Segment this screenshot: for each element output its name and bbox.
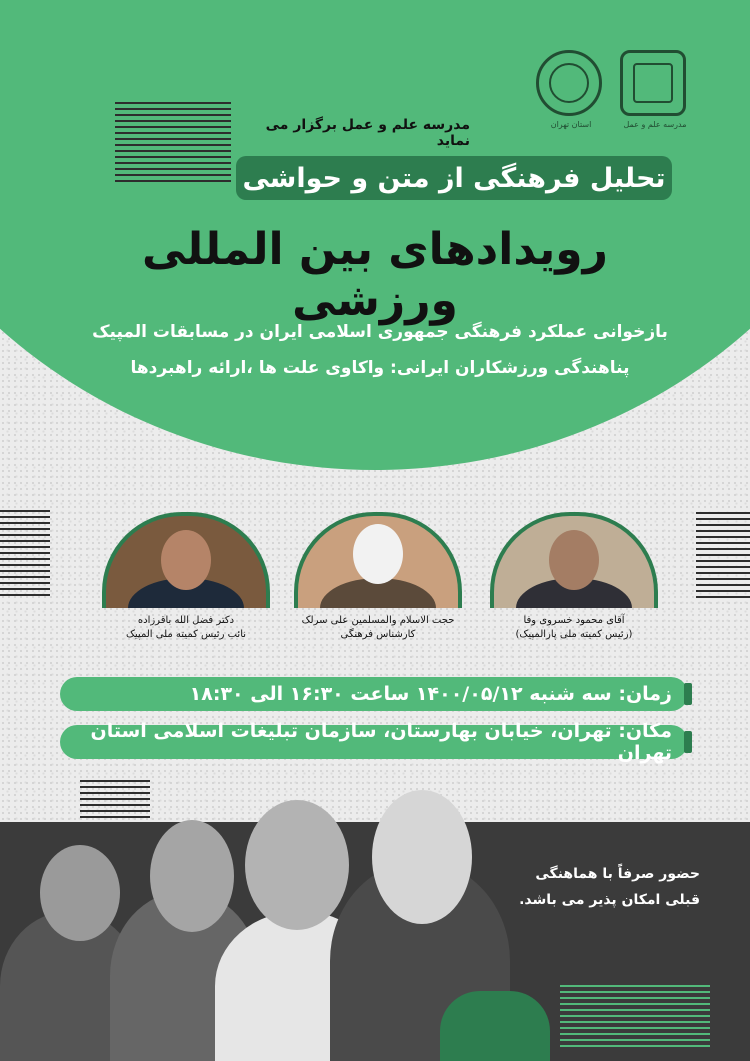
time-bar xyxy=(60,677,688,711)
left-logo-caption: استان تهران xyxy=(550,120,592,129)
bar-marker xyxy=(684,731,692,753)
place-text: مکان: تهران، خیابان بهارستان، سازمان تبلیغات اسلامی استان تهران xyxy=(90,720,672,764)
athlete-face xyxy=(372,790,472,924)
speaker-role: کارشناس فرهنگی xyxy=(340,629,416,640)
time-text: زمان: سه شنبه ۱۴۰۰/۰۵/۱۲ ساعت ۱۶:۳۰ الی ۱۸:۳۰ xyxy=(189,683,672,705)
speaker-photo xyxy=(490,512,658,608)
right-logo-caption: مدرسه علم و عمل xyxy=(623,120,687,129)
athlete-face xyxy=(150,820,234,932)
speaker-card xyxy=(100,512,272,642)
speaker-card xyxy=(292,512,464,642)
speaker-card xyxy=(488,512,660,642)
speaker-role: نائب رئیس کمیته ملی المپیک xyxy=(125,629,247,640)
athlete-face xyxy=(245,800,349,930)
speaker-name: دکتر فضل الله باقرزاده xyxy=(137,615,235,626)
school-emblem-icon xyxy=(620,50,686,116)
bar-marker xyxy=(684,683,692,705)
subtitle-line-1: بازخوانی عملکرد فرهنگی جمهوری اسلامی ایران در مسابقات المپیک xyxy=(92,322,668,342)
speaker-name: آقای محمود خسروی وفا xyxy=(523,615,625,626)
title-tag: تحلیل فرهنگی از متن و حواشی xyxy=(236,156,672,200)
speakers-row xyxy=(0,512,750,662)
organizer-line: مدرسه علم و عمل برگزار می نماید xyxy=(265,117,470,149)
subtitle-line-2: پناهندگی ورزشکاران ایرانی: واکاوی علت ها ،ارائه راهبردها xyxy=(130,358,630,378)
speaker-role: (رئیس کمیته ملی پارالمپیک) xyxy=(515,629,633,640)
athlete-face xyxy=(40,845,120,941)
logos xyxy=(536,50,696,130)
speaker-photo xyxy=(294,512,462,608)
attendance-note-line-1: حضور صرفاً با هماهنگی xyxy=(535,866,700,882)
speaker-photo xyxy=(102,512,270,608)
stripes-top xyxy=(115,102,231,186)
attendance-note-line-2: قبلی امکان پذیر می باشد. xyxy=(519,892,700,908)
tehran-emblem-icon xyxy=(536,50,602,116)
speaker-name: حجت الاسلام والمسلمین علی سرلک xyxy=(301,615,455,626)
place-bar xyxy=(60,720,688,764)
main-title: رویدادهای بین المللی ورزشی xyxy=(142,224,608,326)
stripes-bottom-right xyxy=(560,985,710,1051)
athlete-accent xyxy=(440,991,550,1061)
